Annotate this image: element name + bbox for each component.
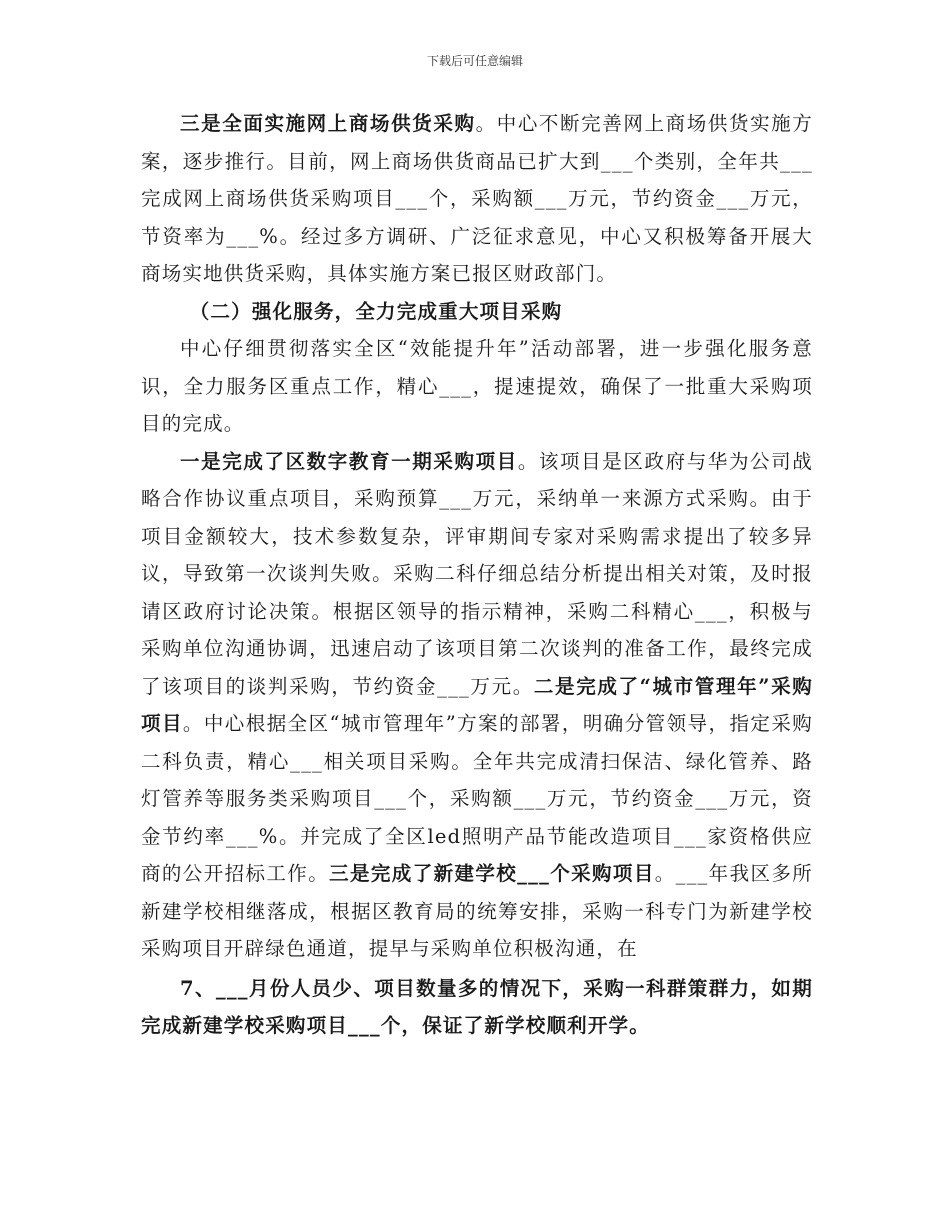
- paragraph-lead-bold: 三是全面实施网上商场供货采购: [180, 112, 476, 135]
- paragraph-lead-bold: 三是完成了新建学校___个采购项目: [329, 862, 655, 885]
- paragraph-conclusion: 7、___月份人员少、项目数量多的情况下，采购一科群策群力，如期完成新建学校采购项目___个，保证了新学校顺利开学。: [141, 976, 813, 1037]
- paragraph-online-mall: [141, 105, 813, 293]
- section-heading: （二）强化服务，全力完成重大项目采购: [189, 299, 563, 323]
- paragraph-text: 。中心不断完善网上商场供货实施方案，逐步推行。目前，网上商场供货商品已扩大到___个类别，全年共___完成网上商场供货采购项目___个，采购额___万元，节约资金___万元，节资率为___%。经过多方调研、广泛征求意见，中心又积极筹备开展大商场实地供货采购，具体实施方案已报区财政部门。: [141, 112, 813, 285]
- page-header: 下载后可任意编辑: [426, 54, 523, 68]
- document-body: [141, 105, 813, 1045]
- paragraph-projects: [141, 443, 813, 968]
- paragraph-text: 。___年我区多所新建学校相继落成，根据区教育局的统筹安排，采购一科专门为新建学校采购项目开辟绿色通道，提早与采购单位积极沟通，在: [141, 862, 813, 960]
- paragraph-service: 中心仔细贯彻落实全区“效能提升年”活动部署，进一步强化服务意识，全力服务区重点工作，精心___，提速提效，确保了一批重大采购项目的完成。: [141, 337, 813, 435]
- paragraph-lead-bold: 一是完成了区数字教育一期采购项目: [180, 449, 518, 473]
- paragraph-text: 。该项目是区政府与华为公司战略合作协议重点项目，采购预算___万元，采纳单一来源方式采购。由于项目金额较大，技术参数复杂，评审期间专家对采购需求提出了较多异议，导致第一次谈判失败。采购二科仔细总结分析提出相关对策，及时报请区政府讨论决策。根据区领导的指示精神，采购二科精心___，积极与采购单位沟通协调，迅速启动了该项目第二次谈判的准备工作，最终完成了该项目的谈判采购，节约资金___万元。: [141, 449, 813, 698]
- paragraph-text: 。中心根据全区“城市管理年”方案的部署，明确分管领导，指定采购二科负责，精心___相关项目采购。全年共完成清扫保洁、绿化管养、路灯管养等服务类采购项目___个，采购额___万元，节约资金___万元，资金节约率___%。并完成了全区led照明产品节能改造项目___家资格供应商的公开招标工作。: [141, 712, 814, 885]
- paragraph-lead-bold: 二是完成了“城市管理年”采购项目: [141, 674, 813, 735]
